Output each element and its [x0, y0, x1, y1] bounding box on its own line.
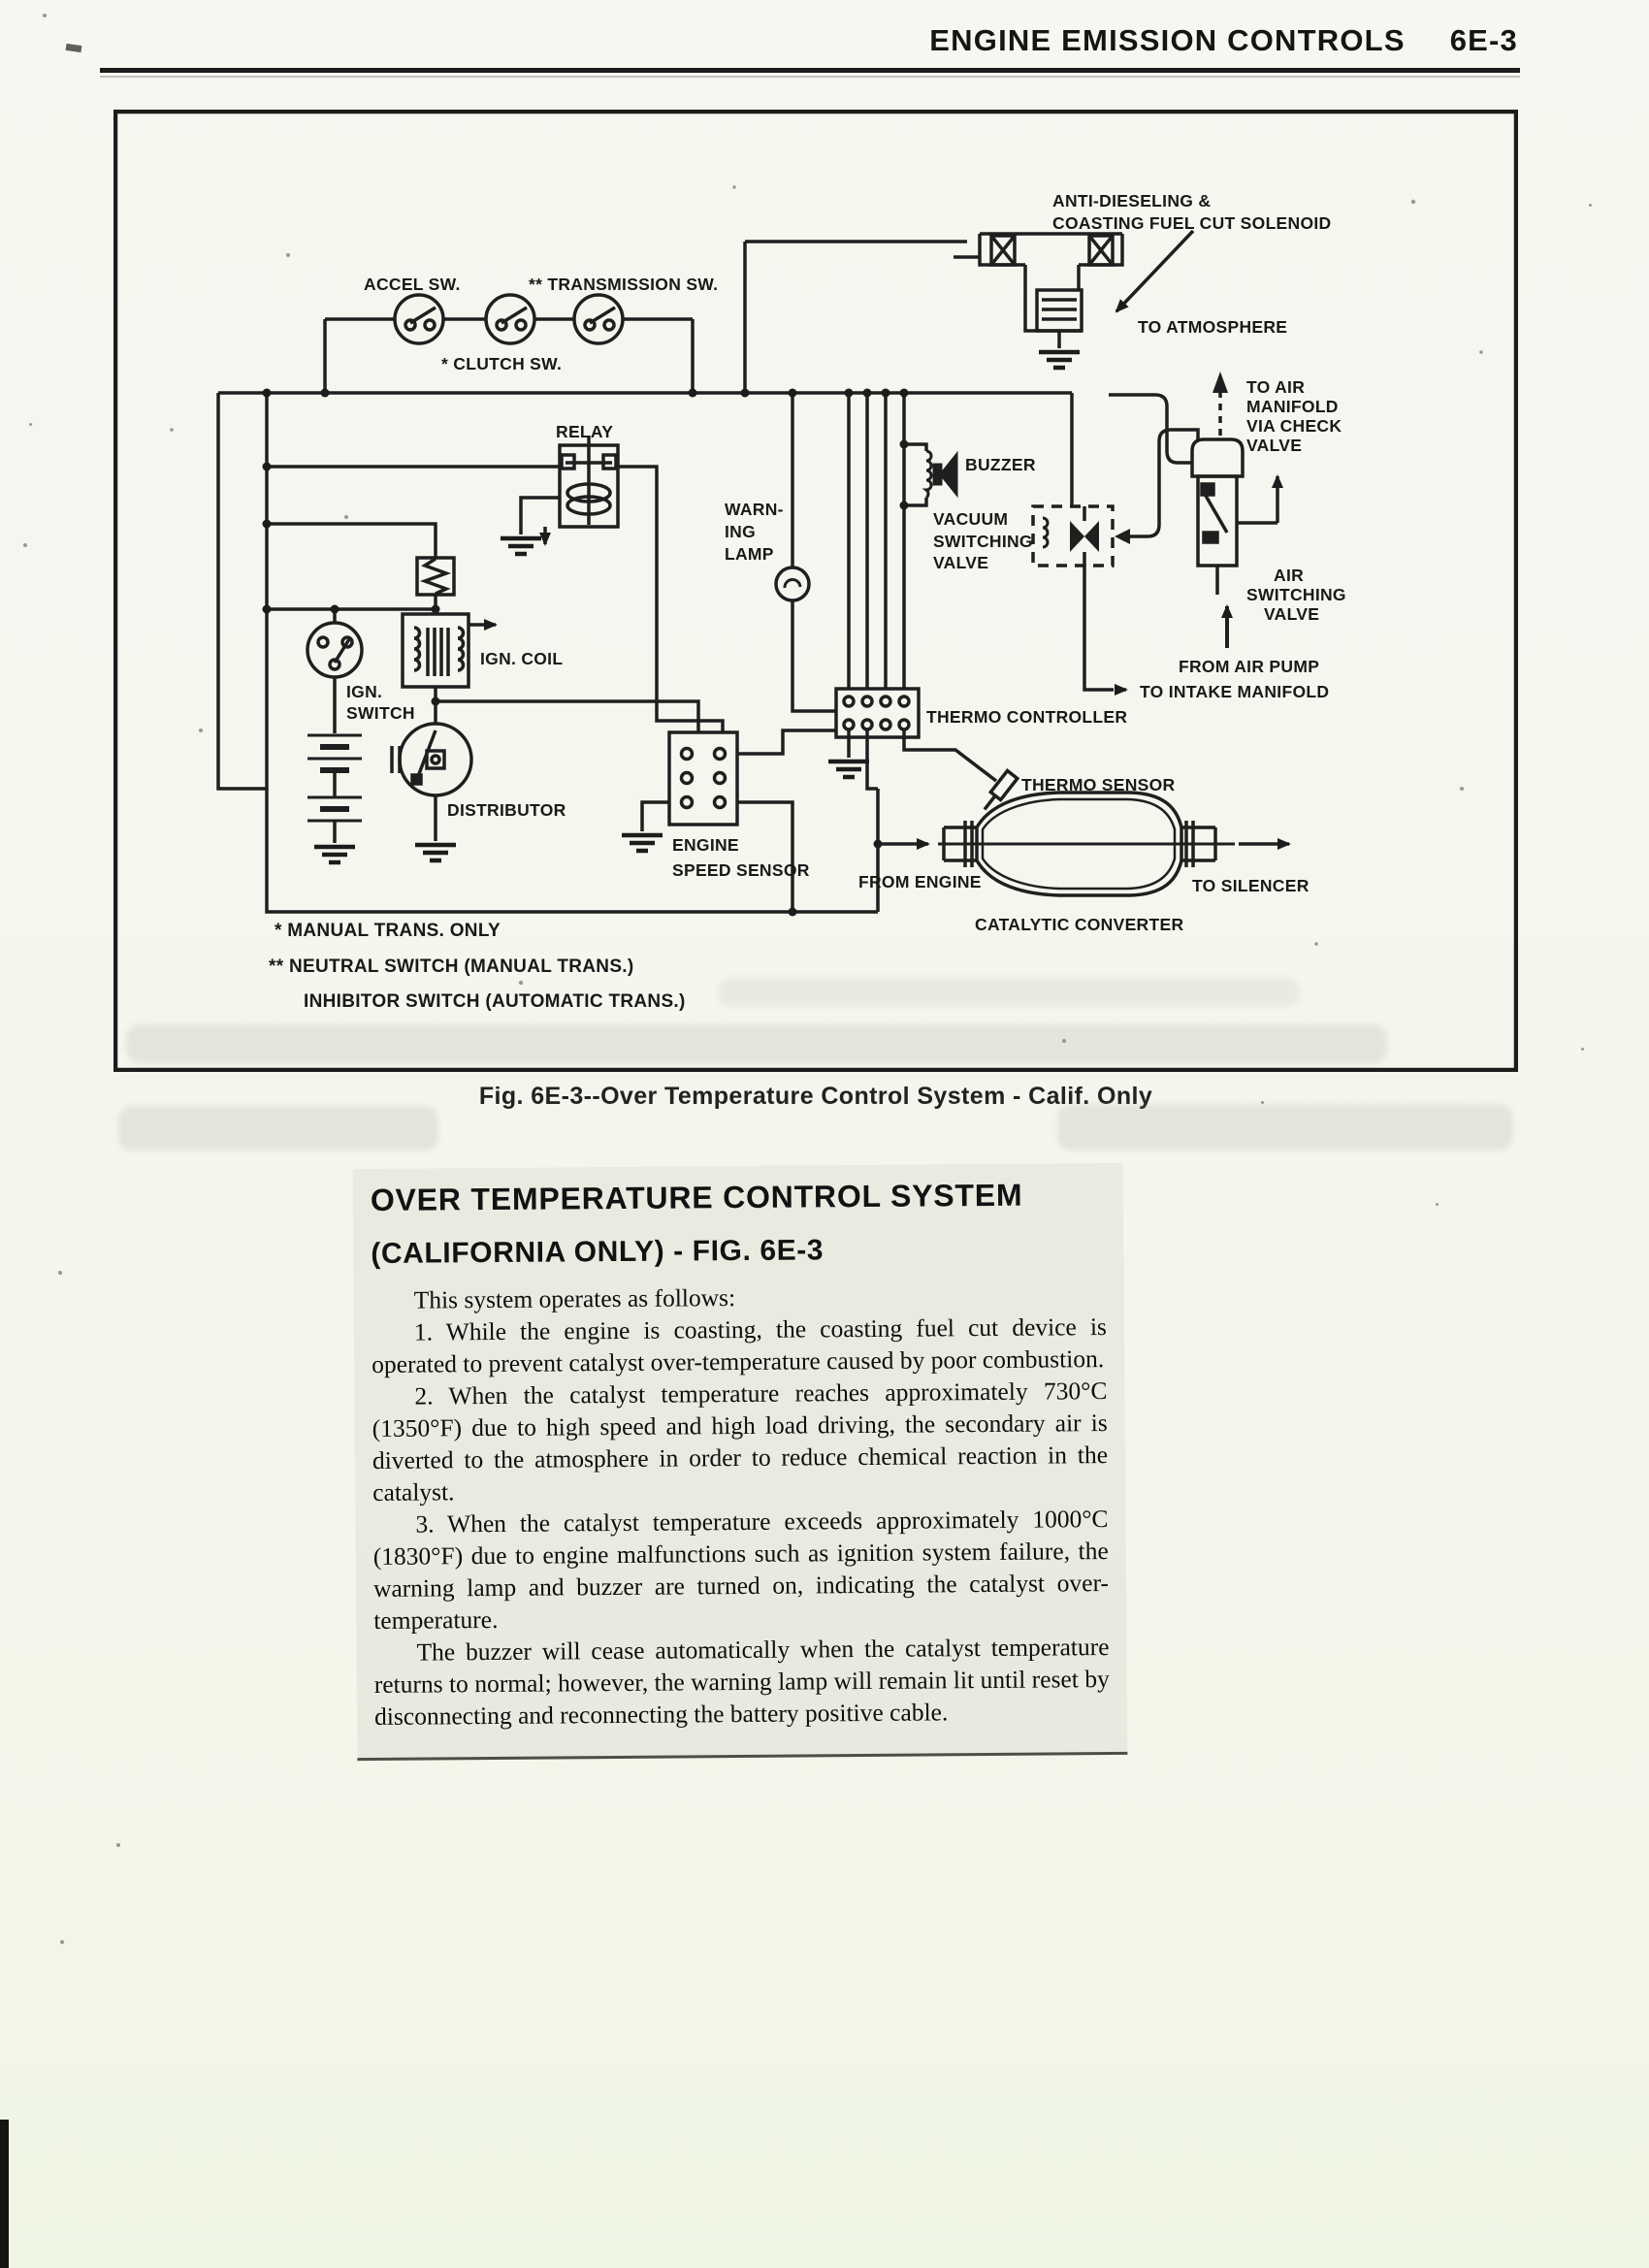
label-air-valve-1: AIR — [1274, 566, 1305, 585]
check-valve-arrow — [1212, 372, 1228, 436]
label-transmission-switch: ** TRANSMISSION SW. — [529, 275, 719, 294]
label-from-air-pump: FROM AIR PUMP — [1179, 657, 1320, 676]
footnote-neutral-switch: ** NEUTRAL SWITCH (MANUAL TRANS.) — [269, 956, 634, 977]
scan-artifact — [118, 1106, 438, 1150]
label-to-air-manifold-3: VIA CHECK — [1246, 416, 1342, 436]
article-heading-line2: (CALIFORNIA ONLY) - FIG. 6E-3 — [371, 1234, 824, 1270]
label-ignition-switch-2: SWITCH — [346, 703, 415, 723]
label-engine-speed-sensor-1: ENGINE — [672, 835, 739, 855]
scan-artifact — [1261, 1101, 1264, 1104]
footnote-inhibitor-switch: INHIBITOR SWITCH (AUTOMATIC TRANS.) — [304, 991, 686, 1012]
transmission-switch-symbol — [574, 295, 623, 343]
label-solenoid-line1: ANTI-DIESELING & — [1052, 191, 1212, 211]
resistor-symbol — [417, 558, 454, 595]
label-vacuum-valve-3: VALVE — [933, 553, 989, 572]
clutch-switch-symbol — [486, 295, 534, 343]
label-clutch-switch: * CLUTCH SW. — [441, 354, 563, 373]
scan-artifact — [23, 543, 27, 547]
label-to-air-manifold-1: TO AIR — [1246, 377, 1306, 397]
label-engine-speed-sensor-2: SPEED SENSOR — [672, 860, 810, 880]
accel-switch-symbol — [395, 295, 443, 343]
header-rule — [100, 68, 1520, 73]
scan-artifact — [1581, 1048, 1584, 1051]
page-header — [102, 23, 1518, 58]
header-rule-shadow — [100, 76, 1520, 78]
footnote-manual-trans: * MANUAL TRANS. ONLY — [275, 921, 501, 941]
article-paragraph: 2. When the catalyst temperature reaches approximately 730°C (1350°F) due to high speed and high load driving, the secondary air is diverted to the atmosphere in order to reduce chemical reaction in the catalyst. — [372, 1377, 1109, 1507]
header-title: ENGINE EMISSION CONTROLS — [929, 23, 1406, 57]
scan-artifact — [1589, 204, 1592, 207]
ignition-switch-symbol — [307, 623, 362, 677]
scan-artifact — [60, 1940, 64, 1944]
scan-artifact — [43, 14, 47, 17]
engine-speed-sensor-symbol — [669, 732, 737, 825]
label-thermo-sensor: THERMO SENSOR — [1021, 775, 1176, 794]
scan-artifact — [126, 1024, 1387, 1063]
vacuum-switching-valve-symbol — [1033, 506, 1130, 566]
label-accel-switch: ACCEL SW. — [364, 275, 461, 294]
scan-artifact — [66, 44, 82, 52]
scanner-edge-strip — [0, 2120, 9, 2268]
article-paragraph: 3. When the catalyst temperature exceeds approximately 1000°C (1830°F) due to engine malfunctions such as ignition system failure, the warning lamp and buzzer are turned on, indicating the catalyst over-temperature. — [372, 1505, 1110, 1635]
label-air-valve-2: SWITCHING — [1246, 585, 1346, 604]
label-catalytic-converter: CATALYTIC CONVERTER — [975, 915, 1184, 934]
label-thermo-controller: THERMO CONTROLLER — [926, 707, 1128, 727]
wiring-diagram — [113, 110, 1518, 1072]
relay-symbol — [545, 436, 618, 544]
label-to-intake-manifold: TO INTAKE MANIFOLD — [1140, 682, 1330, 701]
warning-lamp-symbol — [776, 567, 809, 600]
label-relay: RELAY — [556, 422, 614, 441]
buzzer-symbol — [926, 451, 956, 498]
label-to-air-manifold-2: MANIFOLD — [1246, 397, 1339, 416]
article-paragraph: The buzzer will cease automatically when the catalyst temperature returns to normal; however, the warning lamp will remain lit until reset by disconnecting and reconnecting the battery positive cable. — [373, 1633, 1110, 1731]
label-distributor: DISTRIBUTOR — [447, 800, 566, 820]
label-warning-lamp-1: WARN- — [725, 500, 784, 519]
scan-artifact — [116, 1843, 120, 1847]
figure-caption: Fig. 6E-3--Over Temperature Control System - Calif. Only — [478, 1083, 1153, 1110]
label-solenoid-line2: COASTING FUEL CUT SOLENOID — [1052, 213, 1332, 233]
label-warning-lamp-3: LAMP — [725, 544, 774, 564]
scan-artifact — [1436, 1203, 1439, 1206]
label-buzzer: BUZZER — [965, 455, 1036, 474]
fuel-cut-solenoid-symbol — [980, 231, 1193, 331]
label-vacuum-valve-1: VACUUM — [933, 509, 1009, 529]
article-clipping — [353, 1163, 1128, 1761]
circuit-wires — [218, 242, 1198, 912]
scan-artifact — [29, 423, 32, 426]
article-heading-line1: OVER TEMPERATURE CONTROL SYSTEM — [370, 1177, 1023, 1217]
label-from-engine: FROM ENGINE — [858, 872, 982, 891]
label-to-silencer: TO SILENCER — [1192, 876, 1310, 895]
thermo-controller-symbol — [836, 689, 919, 737]
article-paragraph: 1. While the engine is coasting, the coasting fuel cut device is operated to prevent catalyst over-temperature caused by poor combustion. — [372, 1312, 1108, 1378]
header-page-code: 6E-3 — [1449, 23, 1518, 57]
label-to-atmosphere: TO ATMOSPHERE — [1138, 317, 1288, 337]
label-warning-lamp-2: ING — [725, 522, 757, 541]
label-vacuum-valve-2: SWITCHING — [933, 532, 1033, 551]
article-paragraph: This system operates as follows: — [413, 1283, 736, 1314]
scan-artifact — [58, 1271, 62, 1275]
scan-artifact — [718, 978, 1300, 1007]
label-ignition-switch-1: IGN. — [346, 682, 383, 701]
scan-artifact — [1057, 1104, 1513, 1150]
label-ignition-coil: IGN. COIL — [480, 649, 564, 668]
distributor-symbol — [392, 724, 471, 795]
label-to-air-manifold-4: VALVE — [1246, 436, 1303, 455]
label-air-valve-3: VALVE — [1264, 604, 1320, 624]
